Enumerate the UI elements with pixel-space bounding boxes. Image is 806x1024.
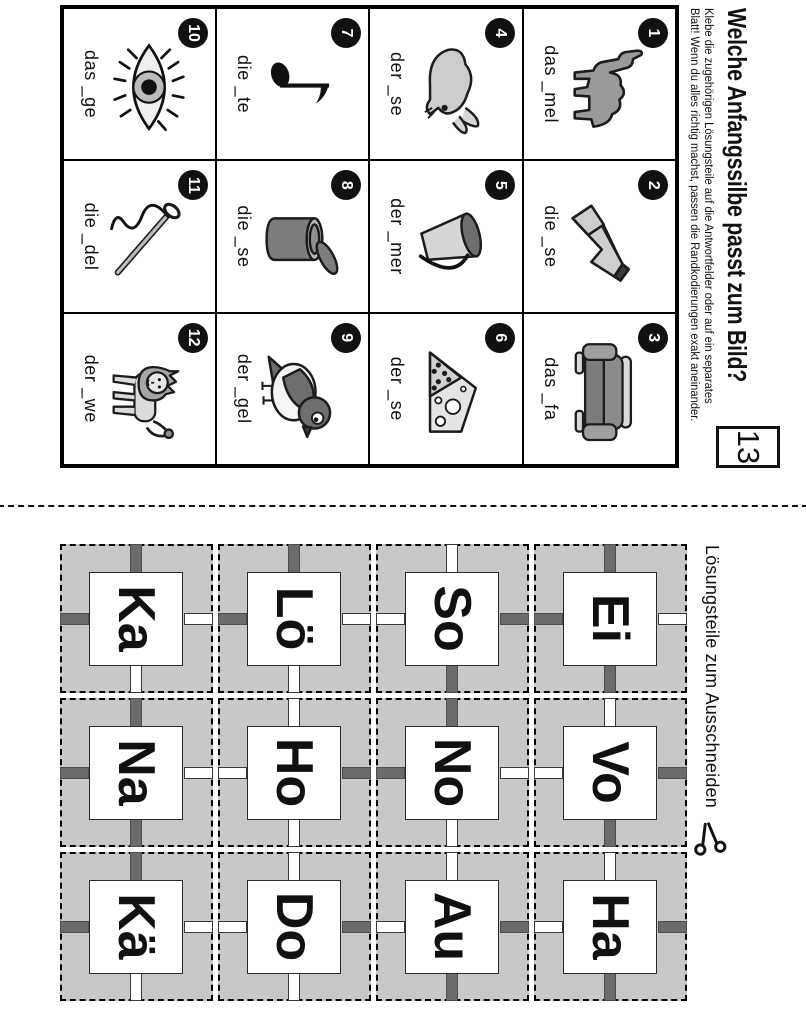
worksheet-cell <box>370 313 523 465</box>
edge-code-bottom-dark <box>376 767 405 779</box>
cell-label: das _fa <box>540 357 561 421</box>
cut-line <box>0 505 806 507</box>
edge-code-top-light <box>500 767 529 779</box>
piece-answer-field <box>248 572 342 666</box>
piece-syllable: Ha <box>581 893 640 960</box>
piece-syllable: Na <box>107 739 166 806</box>
bird-illustration <box>250 340 354 444</box>
piece-syllable: So <box>423 585 482 652</box>
piece-answer-field <box>90 572 184 666</box>
piece-answer-field <box>406 726 500 820</box>
edge-code-bottom-dark <box>60 921 89 933</box>
edge-code-right-dark <box>605 972 617 1001</box>
piece-answer-field <box>564 572 658 666</box>
puzzle-piece <box>218 698 371 847</box>
puzzle-piece <box>60 698 213 847</box>
puzzle-piece <box>60 544 213 693</box>
edge-code-bottom-dark <box>218 613 247 625</box>
cell-label: die _se <box>540 205 561 268</box>
piece-syllable: No <box>423 737 482 808</box>
cell-label: die _se <box>234 205 255 268</box>
edge-code-left-dark <box>447 698 459 727</box>
worksheet-cell <box>523 8 676 160</box>
edge-code-top-light <box>184 767 213 779</box>
piece-syllable: Do <box>265 891 324 962</box>
edge-code-right-light <box>289 664 301 693</box>
piece-syllable: Vo <box>581 741 640 804</box>
scissors-icon <box>685 815 732 862</box>
can-illustration <box>250 188 354 292</box>
cell-label: der _se <box>387 356 408 421</box>
cutout-heading <box>698 545 726 860</box>
edge-code-top-light <box>658 613 687 625</box>
edge-code-right-light <box>289 818 301 847</box>
edge-code-bottom-light <box>376 613 405 625</box>
worksheet-cell <box>63 160 216 312</box>
page-number: 13 <box>731 429 766 465</box>
cell-number-badge: 11 <box>178 170 208 200</box>
cell-number-badge: 6 <box>485 323 515 353</box>
piece-syllable: Ka <box>107 585 166 652</box>
sofa-illustration <box>556 340 660 444</box>
edge-code-left-light <box>447 544 459 573</box>
piece-answer-field <box>406 880 500 974</box>
cell-number-badge: 4 <box>485 18 515 48</box>
page-title: Welche Anfangssilbe passt zum Bild? <box>722 8 752 383</box>
cell-label: der _we <box>81 354 101 423</box>
edge-code-bottom-light <box>218 921 247 933</box>
edge-code-top-dark <box>658 767 687 779</box>
pieces-grid <box>60 544 687 1001</box>
cell-number-badge: 9 <box>332 323 362 353</box>
piece-answer-field <box>90 726 184 820</box>
piece-answer-field <box>248 880 342 974</box>
edge-code-bottom-light <box>534 921 563 933</box>
piece-answer-field <box>406 572 500 666</box>
edge-code-top-dark <box>342 921 371 933</box>
puzzle-piece <box>534 852 687 1001</box>
worksheet-cell <box>523 313 676 465</box>
cell-number-badge: 10 <box>178 18 208 48</box>
worksheet-cell <box>216 313 369 465</box>
cell-label: das _ge <box>81 50 101 119</box>
cell-label: der _se <box>387 52 408 117</box>
puzzle-piece <box>376 852 529 1001</box>
edge-code-top-light <box>342 613 371 625</box>
puzzle-piece <box>218 852 371 1001</box>
edge-code-top-dark <box>500 613 529 625</box>
puzzle-piece <box>60 852 213 1001</box>
cell-label: der _gel <box>234 353 255 424</box>
piece-syllable: Lö <box>265 586 324 651</box>
worksheet-cell <box>370 160 523 312</box>
edge-code-bottom-light <box>218 767 247 779</box>
puzzle-piece <box>376 698 529 847</box>
worksheet-cell <box>523 160 676 312</box>
puzzle-piece <box>534 544 687 693</box>
piece-syllable: Ei <box>581 593 640 644</box>
edge-code-top-light <box>184 613 213 625</box>
edge-code-left-dark <box>289 544 301 573</box>
cell-number-badge: 1 <box>638 18 668 48</box>
edge-code-left-light <box>289 852 301 881</box>
edge-code-left-light <box>605 698 617 727</box>
cell-number-badge: 8 <box>332 170 362 200</box>
cell-label: das _mel <box>540 45 561 124</box>
edge-code-left-dark <box>605 544 617 573</box>
rabbit-illustration <box>403 35 507 139</box>
instructions <box>687 8 714 421</box>
edge-code-right-dark <box>605 818 617 847</box>
piece-syllable: Kä <box>107 893 166 960</box>
edge-code-bottom-light <box>534 767 563 779</box>
puzzle-piece <box>218 544 371 693</box>
edge-code-right-dark <box>131 818 143 847</box>
edge-code-right-dark <box>605 664 617 693</box>
edge-code-bottom-dark <box>534 613 563 625</box>
edge-code-bottom-light <box>376 921 405 933</box>
note-illustration <box>250 35 354 139</box>
edge-code-top-dark <box>500 921 529 933</box>
piece-answer-field <box>564 880 658 974</box>
puzzle-piece <box>376 544 529 693</box>
piece-syllable: Ho <box>265 737 324 808</box>
worksheet-cell <box>63 313 216 465</box>
edge-code-left-dark <box>131 544 143 573</box>
piece-syllable: Au <box>423 891 482 962</box>
cell-label: die _te <box>234 55 255 114</box>
edge-code-top-dark <box>342 767 371 779</box>
edge-code-top-light <box>184 921 213 933</box>
cutout-heading-label: Lösungsteile zum Ausschneiden <box>702 545 723 808</box>
piece-answer-field <box>90 880 184 974</box>
bucket-illustration <box>403 188 507 292</box>
instructions-line-1: Klebe die zugehörigen Lösungsteile auf die Antwortfelder oder auf ein separates <box>702 8 714 404</box>
piece-answer-field <box>564 726 658 820</box>
cheese-illustration <box>403 340 507 444</box>
edge-code-bottom-dark <box>60 767 89 779</box>
page-number-box <box>716 426 780 468</box>
edge-code-bottom-dark <box>60 613 89 625</box>
edge-code-top-dark <box>658 921 687 933</box>
pants-illustration <box>556 188 660 292</box>
edge-code-left-dark <box>131 852 143 881</box>
edge-code-right-light <box>131 664 143 693</box>
edge-code-left-light <box>605 852 617 881</box>
lion-illustration <box>97 340 201 444</box>
puzzle-piece <box>534 698 687 847</box>
edge-code-left-light <box>289 698 301 727</box>
needle-illustration <box>97 188 201 292</box>
edge-code-right-light <box>447 818 459 847</box>
instructions-line-2: Blatt! Wenn du alles richtig machst, passen die Randkodierungen exakt aneinander. <box>688 8 701 422</box>
cell-label: die _del <box>81 202 101 271</box>
cell-number-badge: 3 <box>638 323 668 353</box>
worksheet-cell <box>370 8 523 160</box>
edge-code-right-light <box>289 972 301 1001</box>
worksheet-cell <box>63 8 216 160</box>
worksheet-cell <box>216 8 369 160</box>
cell-number-badge: 5 <box>485 170 515 200</box>
cell-number-badge: 12 <box>178 323 208 353</box>
piece-answer-field <box>248 726 342 820</box>
cell-number-badge: 7 <box>332 18 362 48</box>
edge-code-right-light <box>131 972 143 1001</box>
edge-code-left-dark <box>131 698 143 727</box>
cell-number-badge: 2 <box>638 170 668 200</box>
camel-illustration <box>556 35 660 139</box>
edge-code-left-light <box>447 852 459 881</box>
worksheet-cell <box>216 160 369 312</box>
worksheet-grid <box>60 5 679 468</box>
cell-label: der _mer <box>387 198 408 275</box>
edge-code-right-dark <box>447 664 459 693</box>
edge-code-right-dark <box>447 972 459 1001</box>
eye-illustration <box>97 35 201 139</box>
